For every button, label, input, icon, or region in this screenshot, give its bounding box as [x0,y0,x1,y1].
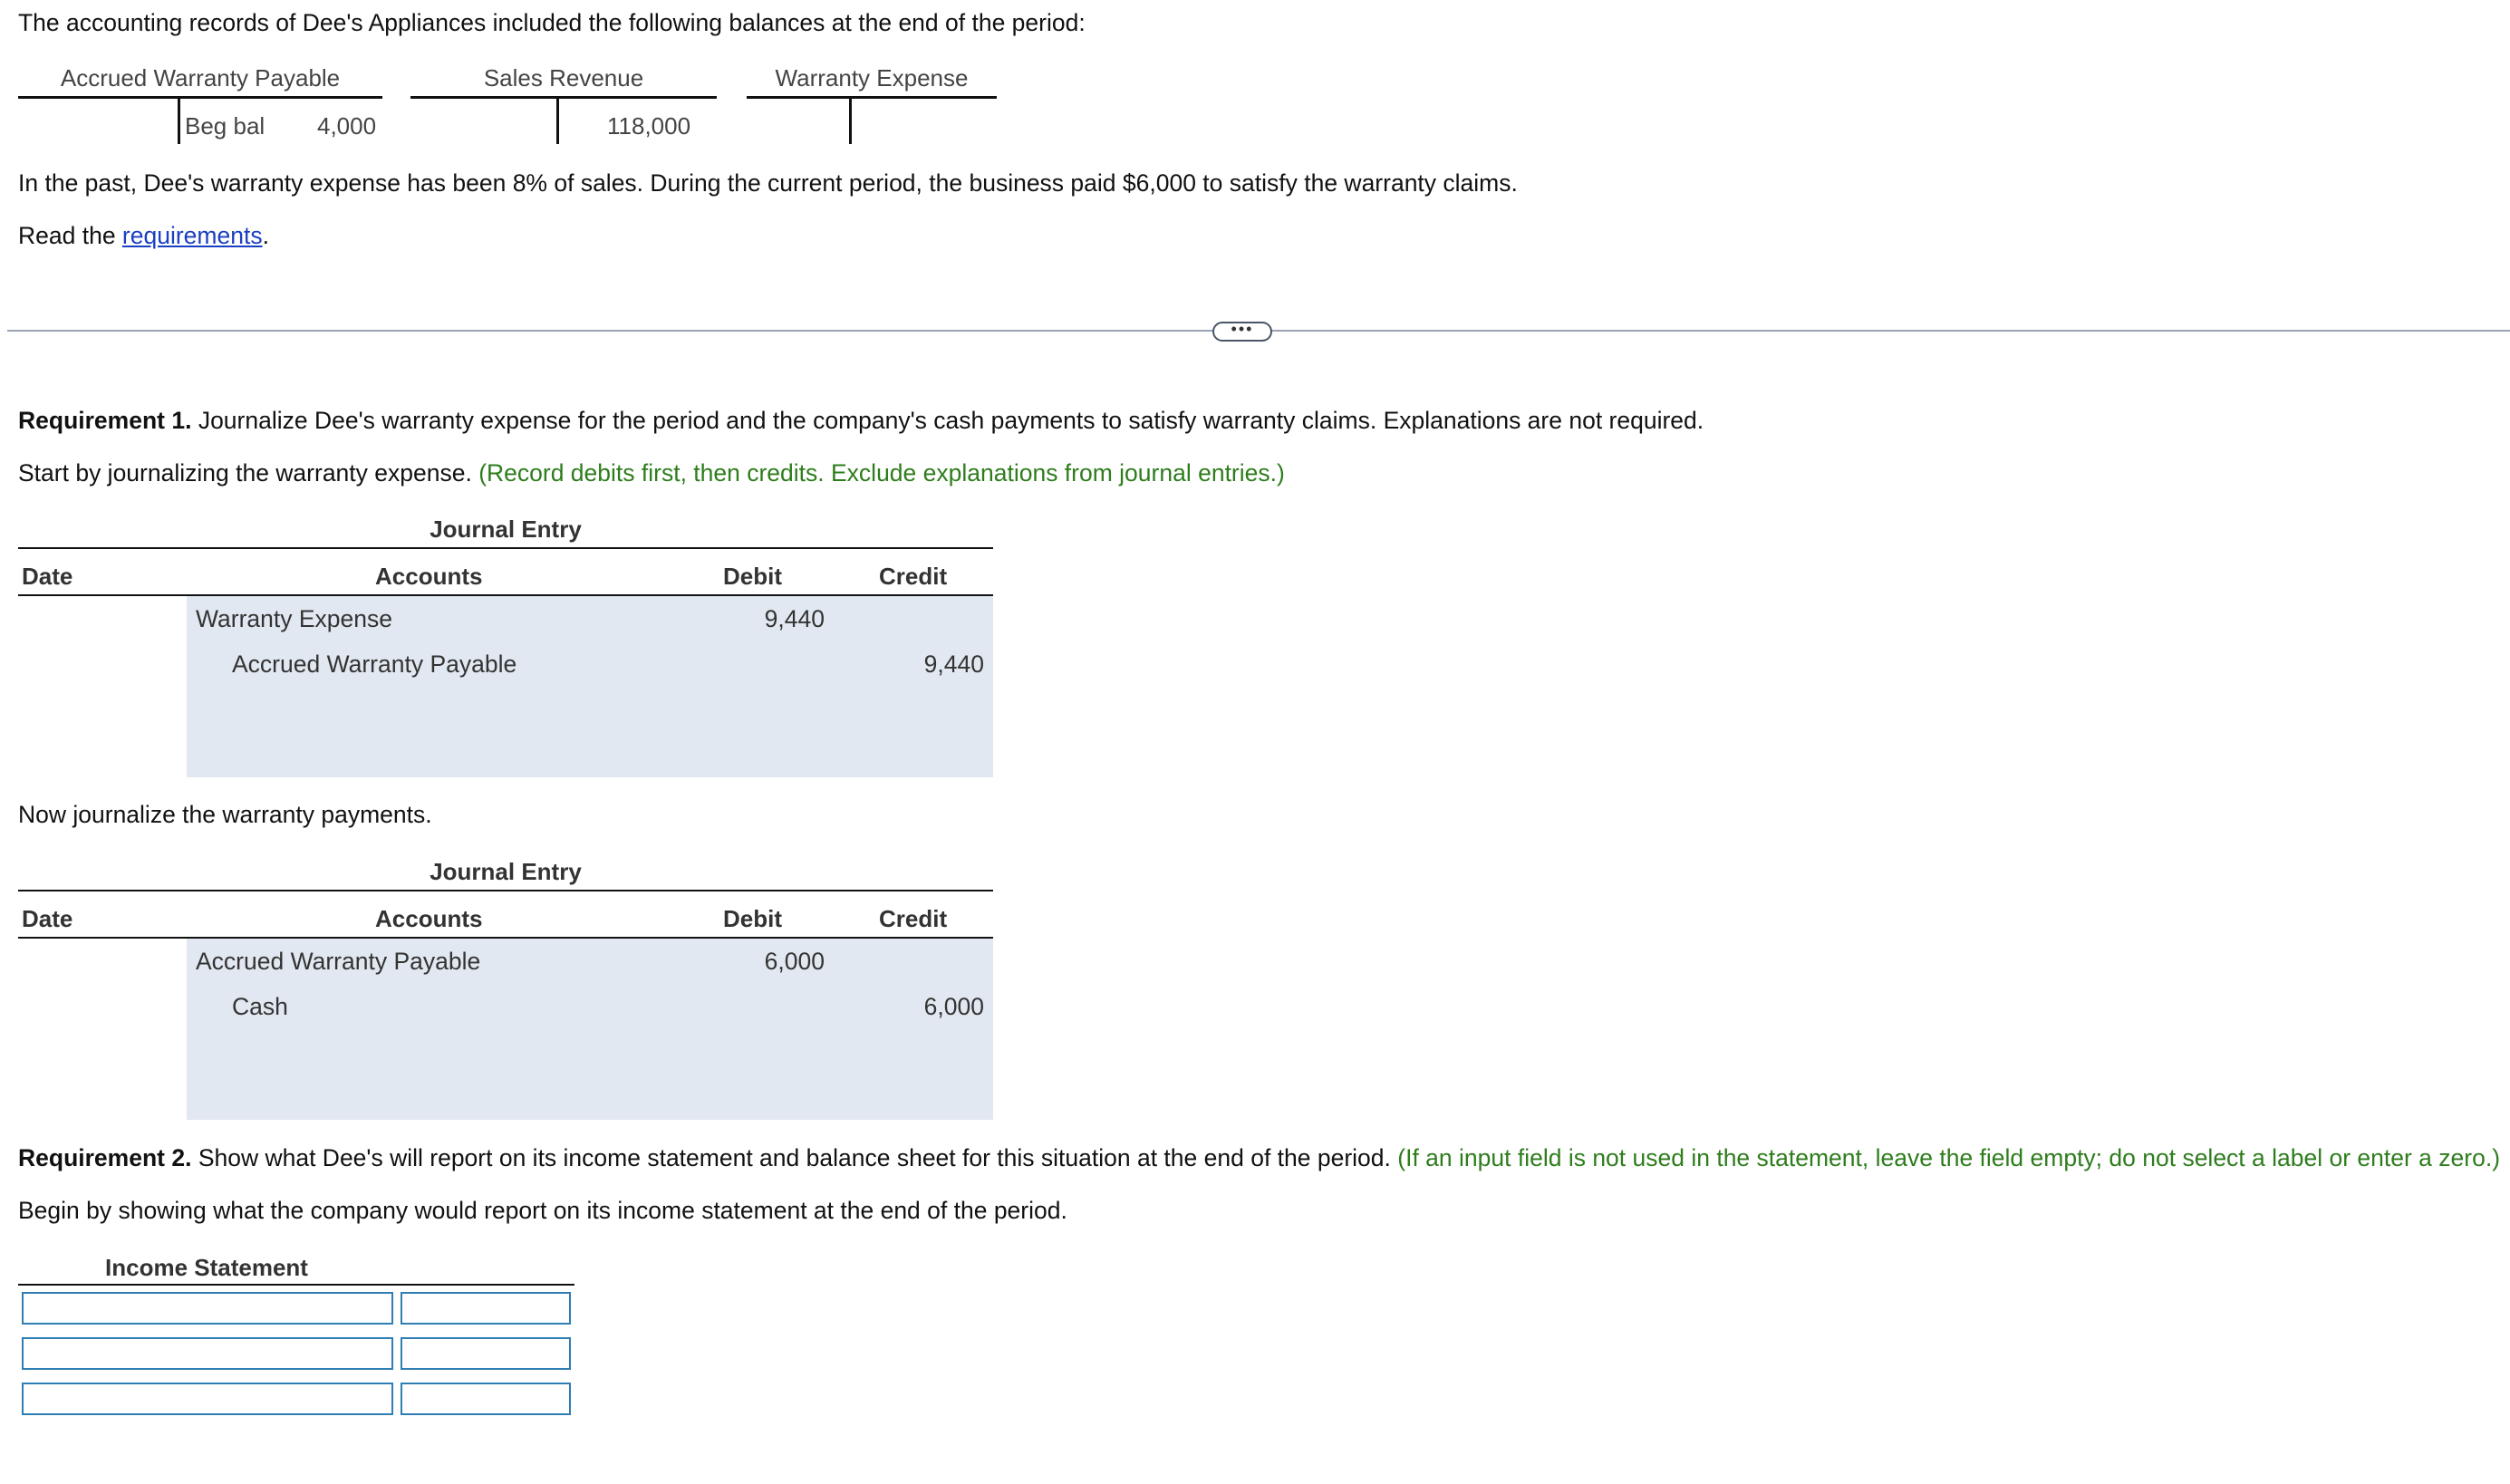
income-statement-label-input[interactable] [22,1383,393,1415]
t-account-stem [849,99,852,144]
intro-paragraph: In the past, Dee's warranty expense has been 8% of sales. During the current period, the business paid $6,000 to satisfy the warranty claims. [18,169,1518,197]
t-account-credit-value: 118,000 [607,112,691,140]
requirement-1-instruction [18,459,1285,487]
account-cell[interactable]: Accrued Warranty Payable [232,650,517,678]
date-header: Date [22,563,73,590]
income-statement-rule [18,1284,574,1286]
t-account-credit-label: Beg bal [185,112,265,140]
requirement-2-body: Show what Dee's will report on its income statement and balance sheet for this situation at the end of the period. [191,1144,1398,1171]
credit-header: Credit [879,905,948,932]
debit-header: Debit [723,563,782,590]
expand-toggle[interactable]: ••• [1212,322,1272,342]
t-account-title: Sales Revenue [483,64,644,92]
requirement-2-label: Requirement 2. [18,1144,192,1171]
read-suffix: . [262,222,269,249]
income-statement-amount-input[interactable] [401,1292,571,1325]
requirements-link[interactable]: requirements [121,222,263,249]
income-statement-label-input[interactable] [22,1337,393,1370]
income-statement-amount-input[interactable] [401,1383,571,1415]
income-statement-label-input[interactable] [22,1292,393,1325]
journal-title: Journal Entry [430,516,582,543]
requirement-1-body: Journalize Dee's warranty expense for the period and the company's cash payments to satisfy warranty claims. Explanations are not required. [191,407,1704,434]
journal-top-rule [18,890,993,891]
read-requirements-line [18,222,269,250]
read-prefix: Read the [18,222,122,249]
t-account-credit-value: 4,000 [317,112,377,140]
account-cell[interactable]: Accrued Warranty Payable [196,948,481,975]
requirement-1-text [18,407,1704,435]
now-journalize-text: Now journalize the warranty payments. [18,801,432,828]
account-cell[interactable]: Warranty Expense [196,605,392,632]
credit-header: Credit [879,563,948,590]
t-account-stem [556,99,559,144]
credit-cell[interactable]: 6,000 [923,993,984,1020]
intro-text: The accounting records of Dee's Appliances included the following balances at the end of the period: [18,9,1086,36]
debit-header: Debit [723,905,782,932]
journal-top-rule [18,547,993,549]
accounts-header: Accounts [375,563,483,590]
t-account-title: Accrued Warranty Payable [60,64,341,92]
requirement-2-text [18,1144,2500,1172]
income-statement-title: Income Statement [105,1254,308,1281]
accounts-header: Accounts [375,905,483,932]
requirement-2-instruction: Begin by showing what the company would report on its income statement at the end of the period. [18,1197,1067,1224]
instruction-hint: (Record debits first, then credits. Exclude explanations from journal entries.) [478,459,1285,487]
t-account-title: Warranty Expense [775,64,969,92]
t-account-rule [18,96,382,99]
t-account-stem [178,99,180,144]
t-account-rule [410,96,717,99]
income-statement-amount-input[interactable] [401,1337,571,1370]
journal-title: Journal Entry [430,858,582,885]
requirement-1-label: Requirement 1. [18,407,192,434]
credit-cell[interactable]: 9,440 [923,650,984,678]
account-cell[interactable]: Cash [232,993,288,1020]
t-account-rule [747,96,997,99]
debit-cell[interactable]: 9,440 [764,605,825,632]
requirement-2-hint: (If an input field is not used in the statement, leave the field empty; do not select a label or enter a zero.) [1397,1144,2501,1171]
date-header: Date [22,905,73,932]
debit-cell[interactable]: 6,000 [764,948,825,975]
start-text: Start by journalizing the warranty expense. [18,459,479,487]
